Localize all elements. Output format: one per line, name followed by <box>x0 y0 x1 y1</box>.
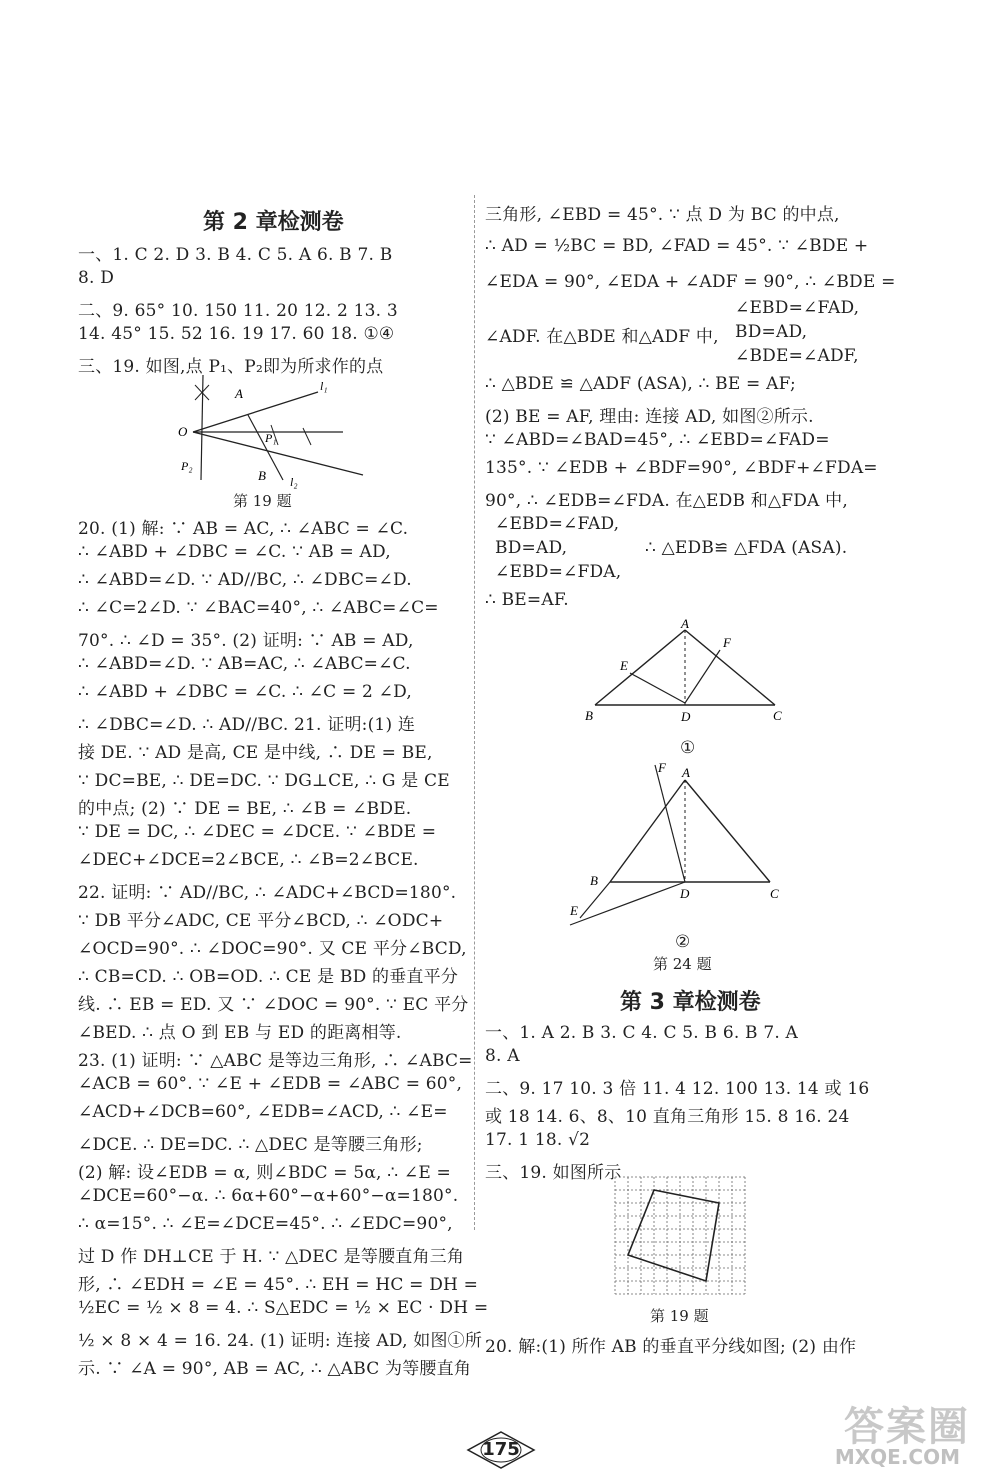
figure-19-construction <box>173 370 373 490</box>
watermark-text: 答案圈 <box>844 1404 970 1450</box>
answer-line: ∴ ∠ABD + ∠DBC = ∠C. ∵ AB = AD, <box>78 542 391 562</box>
answer-line: ∵ DC=BE, ∴ DE=DC. ∵ DG⊥CE, ∴ G 是 CE <box>78 771 450 791</box>
answer-line: ∴ △BDE ≌ △ADF (ASA), ∴ BE = AF; <box>485 374 796 394</box>
answer-line: 70°. ∴ ∠D = 35°. (2) 证明: ∵ AB = AD, <box>78 631 414 651</box>
answer-line: 形, ∴ ∠EDH = ∠E = 45°. ∴ EH = HC = DH = <box>78 1275 479 1295</box>
answer-line: ∵ DB 平分∠ADC, CE 平分∠BCD, ∴ ∠ODC+ <box>78 911 444 931</box>
svg-text:P₂: P₂ <box>181 459 193 473</box>
answer-line: 22. 证明: ∵ AD//BC, ∴ ∠ADC+∠BCD=180°. <box>78 883 457 903</box>
answer-line: ∴ △EDB≌ △FDA (ASA). <box>645 538 848 558</box>
answer-line: ∠EBD=∠FAD, <box>495 514 620 534</box>
figure-24-1 <box>580 616 790 735</box>
answer-line: ∴ ∠ABD + ∠DBC = ∠C. ∴ ∠C = 2 ∠D, <box>78 682 412 702</box>
answer-line: 的中点; (2) ∵ DE = BE, ∴ ∠B = ∠BDE. <box>78 799 412 819</box>
svg-text:E: E <box>620 658 628 673</box>
figure-19-caption: 第 19 题 <box>233 492 292 510</box>
chapter2-title: 第 2 章检测卷 <box>203 210 344 235</box>
svg-text:D: D <box>680 886 690 901</box>
answer-line: (2) BE = AF, 理由: 连接 AD, 如图②所示. <box>485 407 814 427</box>
answer-line: 一、1. A 2. B 3. C 4. C 5. B 6. B 7. A <box>485 1023 799 1043</box>
answer-line: 20. (1) 解: ∵ AB = AC, ∴ ∠ABC = ∠C. <box>78 519 409 539</box>
answer-line: (2) 解: 设∠EDB = α, 则∠BDC = 5α, ∴ ∠E = <box>78 1163 451 1183</box>
svg-text:C: C <box>770 886 779 901</box>
answer-line: ∠EBD=∠FDA, <box>495 562 622 582</box>
answer-line: ∴ ∠DBC=∠D. ∴ AD//BC. 21. 证明:(1) 连 <box>78 715 416 735</box>
answer-line: BD=AD, <box>495 538 568 558</box>
answer-line: 20. 解:(1) 所作 AB 的垂直平分线如图; (2) 由作 <box>485 1337 857 1357</box>
answer-line: 二、9. 17 10. 3 倍 11. 4 12. 100 13. 14 或 16 <box>485 1079 870 1099</box>
answer-line: ∴ CB=CD. ∴ OB=OD. ∴ CE 是 BD 的垂直平分 <box>78 967 459 987</box>
answer-line: ∠DCE. ∴ DE=DC. ∴ △DEC 是等腰三角形; <box>78 1135 423 1155</box>
figure-19-grid <box>610 1172 750 1302</box>
watermark-url: MXQE.COM <box>834 1445 960 1469</box>
svg-text:l₁: l₁ <box>320 379 328 393</box>
answer-line: ∴ α=15°. ∴ ∠E=∠DCE=45°. ∴ ∠EDC=90°, <box>78 1214 453 1234</box>
answer-line: ∴ ∠ABD=∠D. ∵ AD//BC, ∴ ∠DBC=∠D. <box>78 570 412 590</box>
page-number: 175 <box>482 1439 520 1460</box>
answer-line: ∠ADF. 在△BDE 和△ADF 中, <box>485 327 719 347</box>
svg-text:A: A <box>235 386 243 401</box>
svg-text:F: F <box>658 760 666 775</box>
answer-line: ∠DEC+∠DCE=2∠BCE, ∴ ∠B=2∠BCE. <box>78 850 419 870</box>
answer-line: ∴ ∠ABD=∠D. ∵ AB=AC, ∴ ∠ABC=∠C. <box>78 654 411 674</box>
svg-text:C: C <box>773 708 782 723</box>
column-divider <box>474 195 475 1230</box>
page-number-badge <box>466 1430 536 1470</box>
chapter3-title: 第 3 章检测卷 <box>620 990 761 1015</box>
svg-text:A: A <box>681 616 689 631</box>
answer-line: 90°, ∴ ∠EDB=∠FDA. 在△EDB 和△FDA 中, <box>485 491 848 511</box>
answer-line: 接 DE. ∵ AD 是高, CE 是中线, ∴ DE = BE, <box>78 743 433 763</box>
answer-line: 8. A <box>485 1046 520 1066</box>
answer-line: ∠BDE=∠ADF, <box>735 346 859 366</box>
svg-text:D: D <box>681 709 691 724</box>
svg-text:B: B <box>258 468 266 483</box>
figure-19b-caption: 第 19 题 <box>650 1307 709 1325</box>
answer-line: ∴ ∠C=2∠D. ∵ ∠BAC=40°, ∴ ∠ABC=∠C= <box>78 598 439 618</box>
answer-line: 二、9. 65° 10. 150 11. 20 12. 2 13. 3 <box>78 301 398 321</box>
answer-line: 135°. ∵ ∠EDB + ∠BDF=90°, ∠BDF+∠FDA= <box>485 458 878 478</box>
answer-line: 三、19. 如图所示 <box>485 1163 622 1183</box>
answer-line: ∵ ∠ABD=∠BAD=45°, ∴ ∠EBD=∠FAD= <box>485 430 830 450</box>
answer-line: 过 D 作 DH⊥CE 于 H. ∵ △DEC 是等腰直角三角 <box>78 1247 465 1267</box>
answer-line: 8. D <box>78 268 115 288</box>
answer-line: 14. 45° 15. 52 16. 19 17. 60 18. ①④ <box>78 324 395 344</box>
svg-text:B: B <box>585 708 593 723</box>
answer-line: ½EC = ½ × 8 = 4. ∴ S△EDC = ½ × EC · DH = <box>78 1298 489 1318</box>
answer-line: 23. (1) 证明: ∵ △ABC 是等边三角形, ∴ ∠ABC= <box>78 1051 473 1071</box>
svg-text:A: A <box>682 765 690 780</box>
answer-line: 线. ∴ EB = ED. 又 ∵ ∠DOC = 90°. ∵ EC 平分 <box>78 995 469 1015</box>
answer-line: ∠ACD+∠DCB=60°, ∠EDB=∠ACD, ∴ ∠E= <box>78 1102 448 1122</box>
answer-line: 三、19. 如图,点 P₁、P₂即为所求作的点 <box>78 357 384 377</box>
answer-line: ∠ACB = 60°. ∵ ∠E + ∠EDB = ∠ABC = 60°, <box>78 1074 463 1094</box>
figure-24-caption: 第 24 题 <box>653 955 712 973</box>
svg-text:B: B <box>590 873 598 888</box>
figure-24-2 <box>570 760 800 940</box>
figure-label-2: ② <box>675 932 691 952</box>
svg-text:O: O <box>178 424 188 439</box>
answer-line: 一、1. C 2. D 3. B 4. C 5. A 6. B 7. B <box>78 245 393 265</box>
answer-line: ∠BED. ∴ 点 O 到 EB 与 ED 的距离相等. <box>78 1023 402 1043</box>
answer-line: ∠EDA = 90°, ∠EDA + ∠ADF = 90°, ∴ ∠BDE = <box>485 272 896 292</box>
answer-line: 示. ∵ ∠A = 90°, AB = AC, ∴ △ABC 为等腰直角 <box>78 1359 472 1379</box>
answer-line: ∠OCD=90°. ∴ ∠DOC=90°. 又 CE 平分∠BCD, <box>78 939 467 959</box>
answer-line: BD=AD, <box>735 322 808 342</box>
watermark <box>780 1395 980 1470</box>
answer-line: ∴ AD = ½BC = BD, ∠FAD = 45°. ∵ ∠BDE + <box>485 236 869 256</box>
answer-line: 三角形, ∠EBD = 45°. ∵ 点 D 为 BC 的中点, <box>485 205 840 225</box>
svg-text:F: F <box>723 635 731 650</box>
svg-text:E: E <box>570 903 578 918</box>
svg-text:P₁: P₁ <box>265 431 277 445</box>
answer-line: ∵ DE = DC, ∴ ∠DEC = ∠DCE. ∵ ∠BDE = <box>78 822 437 842</box>
answer-line: ½ × 8 × 4 = 16. 24. (1) 证明: 连接 AD, 如图①所 <box>78 1331 483 1351</box>
answer-line: 17. 1 18. √2 <box>485 1130 591 1150</box>
svg-text:l₂: l₂ <box>290 475 298 489</box>
figure-label-1: ① <box>680 738 696 758</box>
answer-line: ∠EBD=∠FAD, <box>735 298 860 318</box>
answer-line: 或 18 14. 6、8、10 直角三角形 15. 8 16. 24 <box>485 1107 850 1127</box>
answer-line: ∠DCE=60°−α. ∴ 6α+60°−α+60°−α=180°. <box>78 1186 459 1206</box>
answer-line: ∴ BE=AF. <box>485 590 569 610</box>
